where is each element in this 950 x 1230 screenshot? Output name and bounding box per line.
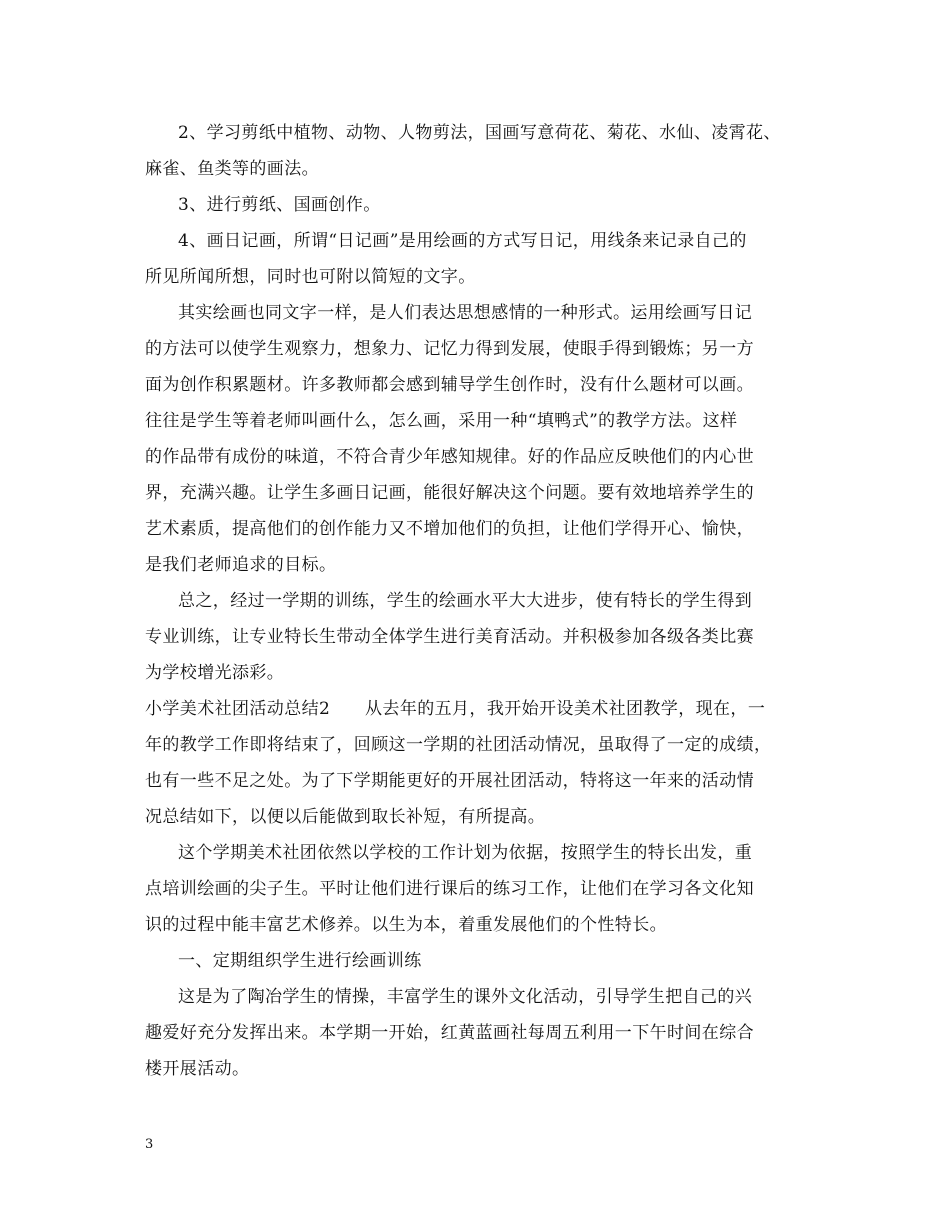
text-line: 2、学习剪纸中植物、动物、人物剪法，国画写意荷花、菊花、水仙、凌霄花、: [178, 123, 781, 143]
text-line: 面为创作积累题材。许多教师都会感到辅导学生创作时，没有什么题材可以画。: [145, 375, 754, 395]
subheading-line: 一、定期组织学生进行绘画训练: [178, 951, 422, 971]
text-line: 况总结如下，以便以后能做到取长补短，有所提高。: [145, 807, 546, 827]
text-line: 也有一些不足之处。为了下学期能更好的开展社团活动，特将这一年来的活动情: [145, 771, 754, 791]
text-line: 其实绘画也同文字一样，是人们表达思想感情的一种形式。运用绘画写日记: [178, 303, 753, 323]
text-line: 所见所闻所想，同时也可附以简短的文字。: [145, 267, 476, 287]
text-line: 3、进行剪纸、国画创作。: [178, 195, 381, 215]
section-heading-line: 小学美术社团活动总结2 从去年的五月，我开始开设美术社团教学，现在，一: [145, 699, 766, 719]
text-line: 艺术素质，提高他们的创作能力又不增加他们的负担，让他们学得开心、愉快，: [145, 519, 754, 539]
text-line: 总之，经过一学期的训练，学生的绘画水平大大进步，使有特长的学生得到: [178, 591, 753, 611]
text-line: 4、画日记画，所谓“日记画”是用绘画的方式写日记，用线条来记录自己的: [178, 231, 747, 251]
page-number: 3: [145, 1137, 154, 1152]
text-line: 点培训绘画的尖子生。平时让他们进行课后的练习工作，让他们在学习各文化知: [145, 879, 754, 899]
text-line: 识的过程中能丰富艺术修养。以生为本，着重发展他们的个性特长。: [145, 915, 667, 935]
text-line: 年的教学工作即将结束了，回顾这一学期的社团活动情况，虽取得了一定的成绩，: [145, 735, 772, 755]
text-line: 这是为了陶冶学生的情操，丰富学生的课外文化活动，引导学生把自己的兴: [178, 987, 753, 1007]
text-line: 的方法可以使学生观察力，想象力、记忆力得到发展，使眼手得到锻炼；另一方: [145, 339, 754, 359]
text-line: 往往是学生等着老师叫画什么，怎么画，采用一种“填鸭式”的教学方法。这样: [145, 411, 738, 431]
text-line: 是我们老师追求的目标。: [145, 555, 337, 575]
text-line: 为学校增光添彩。: [145, 663, 285, 683]
text-line: 界，充满兴趣。让学生多画日记画，能很好解决这个问题。要有效地培养学生的: [145, 483, 754, 503]
text-line: 趣爱好充分发挥出来。本学期一开始，红黄蓝画社每周五利用一下午时间在综合: [145, 1023, 754, 1043]
text-line: 的作品带有成份的味道，不符合青少年感知规律。好的作品应反映他们的内心世: [145, 447, 754, 467]
text-line: 专业训练，让专业特长生带动全体学生进行美育活动。并积极参加各级各类比赛: [145, 627, 754, 647]
text-line: 楼开展活动。: [145, 1059, 250, 1079]
text-line: 这个学期美术社团依然以学校的工作计划为依据，按照学生的特长出发，重: [178, 843, 753, 863]
text-line: 麻雀、鱼类等的画法。: [145, 159, 319, 179]
